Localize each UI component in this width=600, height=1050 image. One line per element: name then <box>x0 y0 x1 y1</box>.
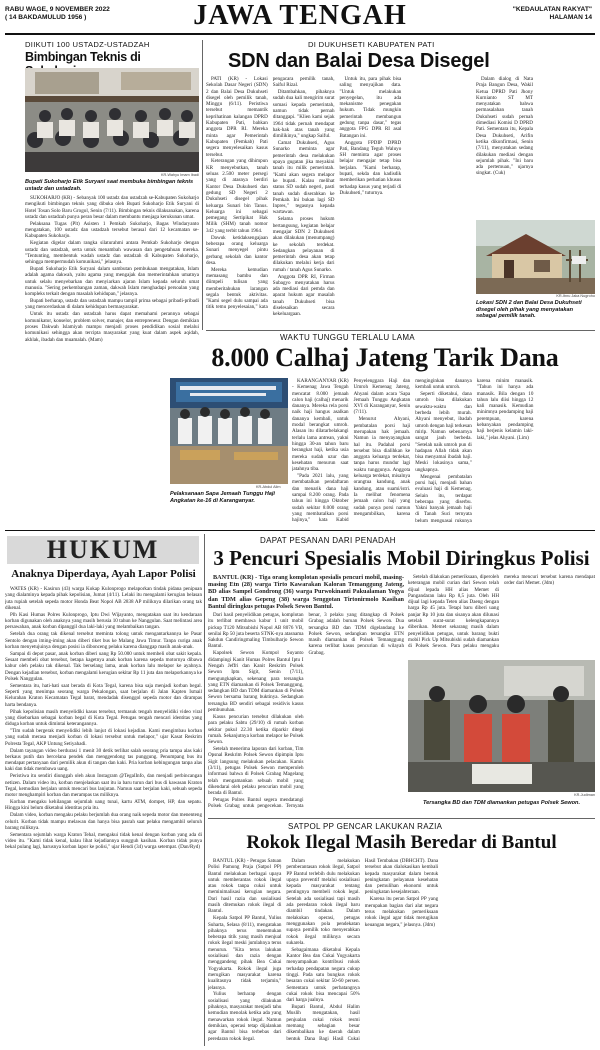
column-divider <box>204 534 205 1046</box>
paragraph: Kasus pencurian tersebut dilakukan oleh para pelaku Sabtu (29/10) di rumah korban sekitar pukul 22.30 ketika diparkir ditepi rumah. Sekanjutnya korban melapor ke Polsek Sewon. <box>208 713 304 746</box>
paragraph: Yulius berharap dengan sosialisasi yang dilakukan pihaknya, masyarakat menjadi tahu kemudian menolak ketika ada yang menawarkan rokok ilegal. Namun demikian, operasi tetap dijalankan agar Bantul bisa terbebas dari peredaran rokok ilegal. <box>208 991 282 1042</box>
paragraph: Seperti diketahui, dana umroh bisa dilakukan sewaktu-waktu dan berbeda lebih murah. Ahyani menyebut, ibadah umroh dengan haji terkesan mirip. Namun sebenarnya sangat jauh berbeda. "Setelah naik umroh pun di hadapan Allah tidak akan bisa menyamai ibadah haji. Meski lokasinya sama," ungkapnya. <box>415 391 472 473</box>
paragraph: Bupati Sukoharjo Etik Suryani dalam sambutan pembukaan mengatakan, Islam adalah agama dakwah, yaitu agama yang mengajak dan memerintahkan umatnya untuk selalu menyebarkan dan menyiarkan ajaran Islam kepada seluruh umat manusia. "Sering perkembangan zaman, dakwah Islam menghadapi persoalan yang kompleks terkait dengan masalah kehidupan," jelasnya. <box>25 266 199 298</box>
paragraph: Sampai di depot pasar, anak korban diberi uang Rp 50.000 untuk membeli obat sakit kepala. Sesaat membeli obat tersebut, betapa kagetnya anak korban karena sepeda motornya dibawa kabur oleh pelaku tak dikenal. Tak berselang lama, anak korban lalu melapor ke ayahnya. Dengan kejadian tersebut, korban mengalami kerugian sekitar Rp 11 juta dan melaporkannya ke Polsek Nanggulan. <box>5 650 202 682</box>
paragraph: WATES (KR) - Kasirun (43) warga Kokap Kulonprogo melaporkan tindak pidana penipuan yang dialaminya kepada pihak kepolisian, Jumat (4/11). Lelaki itu mengalami kerugian belasan juta rupiah setelah sepeda motor Honda Beat Nopol AB 2838 AP miliknya dilarikan orang tak dikenal. <box>5 586 202 611</box>
section-title: HUKUM <box>7 536 199 564</box>
header-publication: "KEDAULATAN RAKYAT" <box>512 6 592 13</box>
story-pencuri-mobil <box>208 534 595 816</box>
paragraph: Ditambahkan, pihaknya sudah dua kali mengirim surat somasi kepada pemerintah, namun tidak pernah ditanggapi. "Klien kami sejak 1964 tidak pernah mendapat hak-hak atas tanah yang dimilikinya," ungkap Saiful. <box>272 89 335 140</box>
headline: Anaknya Diperdaya, Ayah Lapor Polisi <box>11 568 196 580</box>
header-hijri-date: ( 14 BAKDAMULUD 1956 ) <box>5 14 87 21</box>
paragraph: Menurut Ahyani, pembatalan porsi haji merupakan hak jemaah. Namun ia menyayangkan hal itu. Padahal porsi tersebut bisa dialihkan ke anggota keluarga terdekat, tanpa harus mundur lagi waktu tunggunya. Anggota keluarga terdekat, misalnya orangtua kandung, anak kandung, atau suami/istri. Ia melihat fenomena jemaah calon haji yang sudah punya porsi namun mengambilkan, karena menginginkan dananya kembali untuk umroh. <box>353 378 472 517</box>
masthead-title: JAWA TENGAH <box>193 0 407 31</box>
paragraph: Pelaksana Tugas (Plt) Asisten 1 Pemkab Sukoharjo, Bagas Windaryanto mengatakan, 100 ustadz dan ustadzah tersebut berasal dari 12 kecamatan se-Kabupaten Sukoharjo. <box>25 220 199 240</box>
section-rule <box>5 530 595 531</box>
section-rule <box>206 330 595 331</box>
paragraph: Dalam video, korban mengaku pelaku berjumlah dua orang naik sepeda motor dan menenteng celurit. Korban tidak mampu melawan dan hanya bisa pasrah saat pelaku mengambil seluruh barang miliknya. <box>5 812 202 831</box>
headline: 3 Pencuri Spesialis Mobil Diringkus Polisi <box>213 546 590 570</box>
paragraph: Dawuk ketidaksengajaan beberapa orang keluarga Sunari menyegel pintu gerbang sekolah dan kantor desa. <box>206 234 268 266</box>
section-rule <box>208 818 595 819</box>
paragraph: Bupati Bantul, Abdul Halim Muslih mengatakan, hasil penjualan cukai rokok resmi memang sebagian besar dikembalikan ke daerah dalam bentuk Dana Bagi Hasil Cukai Hasil Tembakau (DBHCHT). Dana tersebut akan dialokasikan kembali kepada masyarakat dalam bentuk peningkatan pelayanan kesehatan dan pemulihan ekonomi untuk peningkatan kesejahteraan. <box>286 858 439 1042</box>
photo-jemaah <box>170 378 288 484</box>
story-rokok-ilegal <box>208 820 595 1046</box>
paragraph: Setelah menerima laporan dari korban, Tim Opsnal Reskrim Polsek Sewon dipimpin Iptu Sigit langsung melakukan pelacakan. Kamis (3/11), petugas Polsek Sewon memperoleh informasi bahwa di Polsek Grabag Magelang telah mengamankan sebuah mobil yang dikendarai oleh pelaku pencurian mobil yang berada di Bantul. <box>208 746 304 797</box>
kicker: SATPOL PP GENCAR LAKUKAN RAZIA <box>288 822 443 831</box>
paragraph: Dalam melakukan pemberantasan rokok ilegal, Satpol PP Bantul terlebih dulu melakukan upaya preventif melalui sosialisasi kepada masyarakat tentang pentingnya membeli rokok legal. Setelah ada sosialisasi tapi masih ada peredaran rokok ilegal baru diambil tindakan. Dalam melakukan operasi, petugas menggunakan pola pendekatan supaya pemilik toko menyerahkan rokok ilegal miliknya secara sukarela. <box>286 858 360 946</box>
header-date: RABU WAGE, 9 NOVEMBER 2022 <box>5 6 110 13</box>
paragraph: Plh Kasi Humas Polres Kulonprogo, Iptu Dwi Wijayanto, mengatakan saat itu kendaraan korban digunakan oleh anaknya yang masih berusia 10 tahun ke Nanggulan. Saat melintasi area persawahan, anak korban dipanggil dua laki-laki yang melambaikan tangan. <box>5 611 202 631</box>
kicker: DAPAT PESANAN DARI PENADAH <box>260 536 396 545</box>
photo-caption: Bupati Sukoharjo Etik Suryani saat membuka bimbingan teknis ustadz dan ustadzah. <box>25 179 194 192</box>
headline: 8.000 Calhaj Jateng Tarik Dana <box>211 343 559 372</box>
headline: Bimbingan Teknis di <box>25 50 141 64</box>
paragraph: Selama proses hukum bertangsung, kegiatan belajar mengajar SDN 2 Dukuhseti akan dilakukan (menumpang) ke sekolah terdekat. Sedangkan pelayanan di pemerintah desa akan tetap dilakukan melalui kerja dari rumah / tanah Agus Sunarko. <box>272 216 335 273</box>
photo-credit: KR-Judiman <box>574 793 595 797</box>
body-text-right <box>476 76 595 216</box>
headline: SDN dan Balai Desa Disegel <box>228 50 490 72</box>
column-divider <box>202 40 203 330</box>
paragraph: Kapolsek Sewon Kompol Suyanto didampingi Kanit Humas Polres Bantul Iptu I Nengah Jeffri dan Kanit Reskrim Polsek Sewon Iptu Sigit, Senin (7/11), mengungkapkan, sekenang para tersangka yang ETN diamankan di Polsek Temanggung, sedangkan BD dan TDM diamankan di Polsek Sewon bersama barang buktinya. Sedangkan tersangka BD sendiri sebagai residivis kasus pembunuhan. <box>208 650 304 714</box>
headline: Rokok Ilegal Masih Beredar di Bantul <box>246 832 557 853</box>
header-rule <box>5 33 595 35</box>
body-text <box>5 586 202 1044</box>
paragraph: PATI (KR) - Lokasi Sekolah Dasar Negeri (SDN) 2 dan Balai Desa Dukuhseti disegel oleh pemilik tanah, Minggu (6/11). Peristiwa tersebut memantik keprihatinan kalangan DPRD Kabupaten Pati, bahkan anggota DPR RI. Mereka minta agar Pemerintah Kabupaten (Pemkab) Pati segera menyelesaikan kasus tersebut. <box>206 76 268 158</box>
kicker: WAKTU TUNGGU TERLALU LAMA <box>280 333 415 342</box>
body-text <box>208 612 404 812</box>
photo-tersangka <box>408 660 595 792</box>
paragraph: Sebagaimana diketahui Kepala Kantor Bea dan Cukai Yogyakarta menyampaikan kontribusi rokok terhadap pendapatan negara cukup tinggi. Pada satu bungkus rokok besaran cukai sekitar 50-60 persen. Sementara untuk perbatangnya cukai rokok bisa mencapai 50% dari harga jualnya. <box>286 946 360 1004</box>
paragraph: Mengenai pembatalan porsi haji, menjadi bahan evaluasi haji di Kemenag. Selain itu, terdapat beberapa yang diserbu. Yakni banyak jemaah haji di Tanah Suci ternyata belum menguasai rukunya karena minim manasik. "Tahun ini hanya ada manasik. Bila dengan 10 tahun lalu diisi hingga 12 kali manasik. Kemudian minimnya pendamping haji perempuan, karena kebanyakan pendamping haji berjenis kelamin laki-laki," jelas Ahyani. (Lim) <box>415 378 534 524</box>
paragraph: Kepala Satpol PP Bantul, Yulius Suharta, Selasa (8/11), mengatakan pihaknya terus menemukan beberapa titik yang masih menjual rokok ilegal meski jumlahnya terus menurun. "Kita terus lakukan sosialisasi dan razia dengan menggandeng pihak Bea Cukai Yogyakarta. Rokok ilegal juga merugikan masyarakat karena kualitasnya tidak terjamin," jelasnya. <box>208 915 282 991</box>
photo-bimtek <box>25 68 199 172</box>
paragraph: Setelah dilakukan pemeriksaan, diperoleh keterangan mobil curian dari Sewon telah dijual lepada HH alias Memet di Pangandaran laku Rp 8,5 juta. Oleh HH dijual lagi kepada Teten alias Daeng dengan harga Rp 45 juta. Tetapi baru diberi uang panjar Rp 10 juta dan sisanya akan dilunasi setelah surat-surat kelengkapannya diberikan. Memet sekarang masih dalam penyelidikan petugas, untuk barang bukti mobil Pick Up Mitsubishi sudah diamankan di Polsek Sewon. Para pelaku mengaku mereka mencuri tersebut karena mendapat order dari Memet. (Jdm) <box>408 574 595 650</box>
body-text <box>208 858 595 1044</box>
paragraph: Camat Dukuhseti, Agus Sunarko meminta agar pemerintah desa melakukan upaya gugatan jika meyakini tanah itu milik pemerintah. "Kami akan segera melapor ke bupati. Kalau melihat status SD sudah negeri, pasti tanah sudah diserahkan ke Pemkab. Ini bukan lagi SD Inpres," tegasnya kepada wartawan. <box>272 140 335 216</box>
paragraph: Dari hasil penyelidikan petugas, komplotan itu terlibat membawa kabur 1 unit mobil pickup T120 Mitsubishi Nopol AB 8076 VB, senilai Rp 50 juta beserta STNK-nya atasnama Sakdun Candiringmaling Timbulharjo Sewon Bantul. <box>208 612 304 650</box>
paragraph: Untuk itu ustadz dan ustadzah harus dapat memahami perannya sebagai komunikator, konselor, problem solver, manajer, dan entrepreneur. Dengan demikian proses Dakwah Islamiyah mampu menjadi proses pendidikan sosial melalui komunikasi sehingga akan tercipta masyarakat yang kuat dalam aspek aqidah, akhlak, ibadah dan muamalah. (Mam) <box>25 311 199 343</box>
paragraph: Bupati berharap, ustadz dan ustadzah mampu tampil prima sebagai pribadi-pribadi yang mencerdaskan di dalam kehidupan bermasyarakat. <box>25 298 199 311</box>
paragraph: KARANGANYAR (KR) - Kemenag Jawa Tengah mencatat 8.000 jemaah calon haji (calhaj) menarik dananya. Mereka rela porsi naik haji hangus asalkan dananya kembali, untuk modal berangkat umroh. Alasan itu dilatarbelakangi terlalu lama antrean, yakni hingga 30-an tahun baru berangkat haji, ketika usia mereka sudah uzur dan kesehatan menurun saat jatahnya tiba. <box>292 378 349 473</box>
paragraph: BANTUL (KR) - Petugas Satuan Polisi Pamong Praja (Satpol PP) Bantul melakukan berbagai upaya untuk memberantas rokok ilegal atau rokok tanpa cukai untuk meminimalisasi kerugian negara. Dari hasil razia dan sosialisasi masih ditemukan rokok ilegal di Bantul. <box>208 858 282 915</box>
paragraph: Setelah dua orang tak dikenal tersebut meminta tolong untuk mengantarkannya ke Pasar Sentolo dengan iming-iming akan diberi tiket bus ke Malang Jawa Timur. Tanpa curiga anak korban menyetujuinya dengan posisi ia dibonceng pelaku karena dianggap masih anak-anak. <box>5 631 202 650</box>
paragraph: BANTUL (KR) - Tiga orang komplotan spesialis pencuri mobil, masing-masing Etn (28) warga Tirto Kawarakan Kaloran Temanggung Jateng, BD alias Sampel Gondrong (36) warga Purwokinanti Pakualaman Yogya dan TDM alias Gepeng (38) warga Senggotan Tirtonirmolo Kasihan Bantul diringkus petugas Polsek Sewon Bantul. <box>208 574 404 610</box>
photo-credit: KR-Wahyu Imam Ibadi <box>160 173 199 177</box>
paragraph: Anggota FPDIP DPRD Pati, Bandang Teguh Waluyo SH meminta agar proses belajar mengajar tetap bisa berjalan. "Kami berharap, bupati, sekda dan kadisdik memberikan perhatian khusus terhadap kasus yang terjadi di Dukuhseti," tuturnya. <box>339 139 402 196</box>
photo-caption: Tersangka BD dan TDM diamankan petugas Polsek Sewon. <box>422 800 581 806</box>
paragraph: SUKOHARJO (KR) - Sebanyak 100 ustadz dan ustadzah se-Kabupaten Sukoharjo mengikuti bimbingan teknis yang dibuka oleh Bupati Sukoharjo Etik Suryani di Hotel Tosan Solo Baru Grogol, Senin (7/11). Bimbingan teknis dilaksanakan, karena ustadz dan ustadzah punya peran besar dalam membantu menjaga kerukunan umat. <box>25 195 199 220</box>
paragraph: Korban mengaku kehilangan sejumlah uang tunai, kartu ATM, dompet, HP, dan sepatu. Hingga kini belum diketahui identitas pria itu. <box>5 799 202 812</box>
paragraph: Sementara sejumlah warga Kraton Tehal, mengakui tidak kenal dengan korban yang ada di video itu. "Kami tidak kenal, kalau lihat kejadiannya sungguh kasihan. Korban tidak punya bekal pulang lagi, harusnya korban lapor ke polisi," ujar Hendi (34) warga setempat. (Dan/Ryd) <box>5 831 202 851</box>
body-lead <box>208 574 404 610</box>
photo-credit: KR-Ibnu Jaka Nugroho <box>556 294 595 298</box>
story-calhaj <box>170 332 595 530</box>
paragraph: Mereka kemudian memasang bambu dan diimpeli tulisan yang memberitahukan larangan segala bentuk aktivitas. "Kami segel dulu sampai ada titik temu penyelesaian," kata pengacara pemilik tanah, Saiful Rizal. <box>206 76 335 311</box>
story-pati <box>206 38 595 328</box>
paragraph: Untuk itu, para pihak bisa saling menyajikan data. "Untuk melakukan penyegelan, itu ada mekanisme penegakan hukum. Tidak mungkin pemerintah membangun gedung tanpa dasar," tegas anggota FPG DPR RI asal Batangan ini. <box>339 76 402 139</box>
header-page-number: HALAMAN 14 <box>549 14 592 21</box>
paragraph: Sementara itu, hati-hati saat berada di Kota Tegal, karena bisa saja menjadi korban begal. Seperti yang menimpa seorang warga Pekalongan, saat berjalan di Jalan Kapten Ismail Kelurahan Kraton Kecamatan Tegal barat, mendadak disenggol sepeda motor dan dirampas harta bendanya. <box>5 682 202 708</box>
paragraph: Dalam tayangan video berdurasi 1 menit 30 detik terlihat salah seorang pria tampa alas kaki berkaus putih dan bercelana pendek dan menggendong tas punggung. Penumpang bus itu mendapat pertanyaan dari pemilik akun di tangan dan kaki. Pria korban kebingungan tanpa alas kaki dan tidak membawa uang. <box>5 747 202 773</box>
paragraph: Dalam dialog di Nata Praja Bangun Desa, Wakil Ketua DPRD Pati Jhony Kurnianto ST MT menyatakan bahwa permasalahan tanah Dukuhseti sudah pernah dimediasi Komisi D DPRD Pati. Sementara itu, Kepala Desa Dukuhseti, Arifin ketika dikonfirmasi, Senin (7/11), menyatakan sedang dilakukan mediasi dengan sejumlah pihak. "Ini baru ada pertemuan," ujarnya singkat. (Cuk) <box>476 76 533 177</box>
photo-caption: Pelaksanaan Sapa Jemaah Tunggu Haji Angkatan ke-16 di Karanganyar. <box>170 491 275 504</box>
body-text-right <box>408 574 595 656</box>
photo-caption: Lokasi SDN 2 dan Balai Desa Dukuhseti disegel oleh pihak yang menyatakan sebagai pemilik tanah. <box>476 300 582 320</box>
paragraph: Petugas Polres Bantul segera mendatangi Polsek Grabag untuk pengecekan. Ternyata benar, 3 pelaku yang ditangkap di Polsek Grabag adalah buruan Polsek Sewon. Dua tersangka BD dan TDM digelandang ke Polsek Sewon, sedangkan tersangka ETN masih diamankan di Polsek Temanggung karena terlibat kasus pencurian di wilayah Grabag. <box>208 612 404 810</box>
paragraph: Peristiwa itu sendiri diunggah oleh akun Instagram @TegalInfo, dan menjadi perbincangan netizen. Dalam video itu, korban menjelaskan saat itu ia baru turun dari bus di kawasan Kraton Tegal, kemudian berjalan untuk mencari bus lanjutan. Namun saat berjalan kaki, sebuah sepeda motor menghampiri korban dan merampas tas miliknya. <box>5 773 202 799</box>
paragraph: "Pada 2021 lalu, yang membatalkan pendaftaran dan menarik dana haji sampai 8.200 orang. Pada tahun ini hingga Oktober sudah sekitar 8.000 orang yang membatalkan porsi hajinya," kata Kabid Penyelenggara Haji dan Umroh Kemenag Jateng, Ahyani dalam acara 'Sapa Jemaah Tunggu Angkatan XVI di Karanganyar, Senin (7/11). <box>292 378 411 524</box>
hukum-section <box>5 534 202 1046</box>
body-text <box>206 76 468 321</box>
body-text <box>292 378 595 526</box>
kicker: DI DUKUHSETI KABUPATEN PATI <box>308 40 435 49</box>
paragraph: Karena itu peran Satpol PP yang merupakan bagian dari alat negara terus melakukan pemeriksaan rokok ilegal agar tidak merugikan keuangan negara," jelasnya. (Jdm) <box>364 896 439 928</box>
photo-credit: KR-Abdul Alim <box>256 485 281 489</box>
paragraph: Pihak kepolisian masih menyelidiki kasus tersebut, termasuk tengah menyelidiki video viral yang disebarkan sebagai korban begal di Kota Tegal. Petugas tengah mencari identitas yang diduga korban untuk dimintai keterangannya. <box>5 708 202 728</box>
paragraph: "Tim sudah bergerak menyelidiki lebih lanjut di lokasi kejadian. Kami mengimbau korban yang sudah merasa menjadi korban di lokasi tersebut untuk melapor," ujar Kasat Reskrim Polresta Tegal, AKP Untung Setiyahadi. <box>5 728 202 747</box>
paragraph: Keterangan yang dihimpun KR menyebutkan, tanah seluas 2.500 meter persegi yang di atasnya berdiri Kantor Desa Dukuhseti dan gedung SD Negeri 2 Dukuhseti disegel pihak keluarga Sunari bin Tanus. Keluarga ini sebagai pemegang Sertipikat Hak Milik (SHM) tanah nomor 342 yang terbit tahun 1964. <box>206 158 268 234</box>
photo-segel <box>476 220 595 294</box>
paragraph: Kegiatan digelar dalam rangka silaturahmi antara Pemkab Sukoharjo dengan ustadz dan ustadzah, serta untuk menambah wawasan dan pengetahuan mereka. "Tentunting, membentuk wadah ustadz dan ustadzah di Kabupaten Sukoharjo, sehingga mempermudah komunikasi," jelasnya. <box>25 240 199 266</box>
paragraph: Anggota DPR RI, Firman Subagyo menyatakan harus ada mediasi dari pemda dan aparat hukum agar masalah tanah Dukuhseti bisa diselesaikan secara kekeluargaan. <box>272 273 335 318</box>
kicker: DIIKUTI 100 USTADZ-USTADZAH <box>25 40 150 49</box>
